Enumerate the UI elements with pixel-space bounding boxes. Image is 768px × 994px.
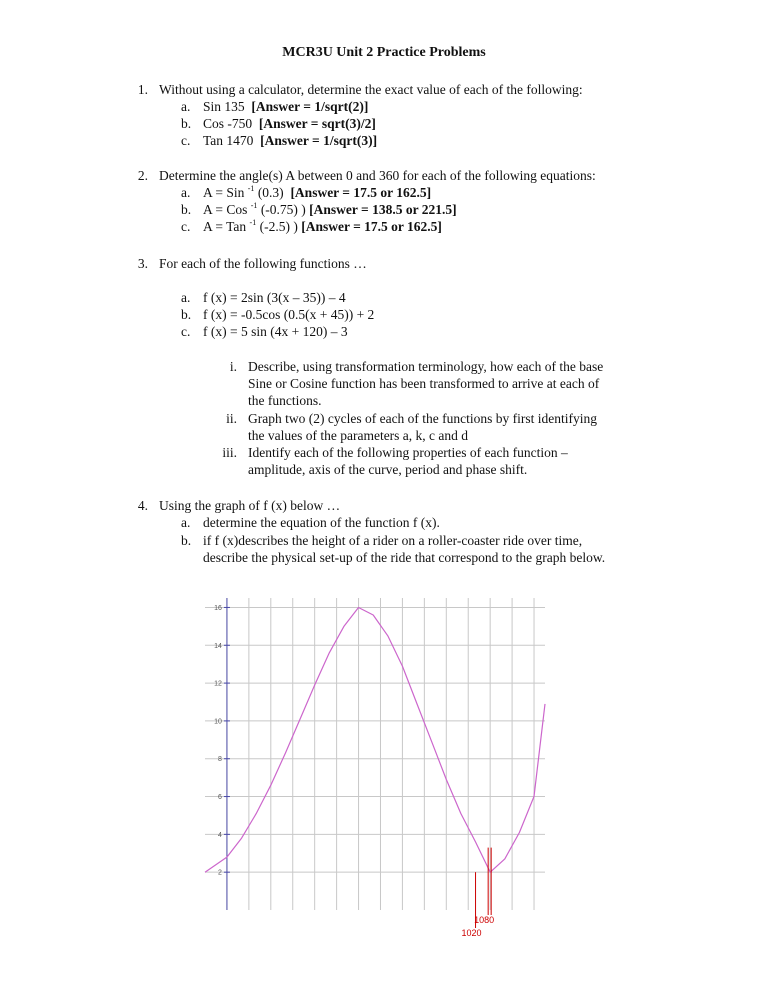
question-4-item: determine the equation of the function f (x). — [203, 515, 440, 530]
y-tick-label: 8 — [218, 756, 222, 764]
question-2-item — [203, 201, 457, 218]
question-3-item-label: c. — [181, 324, 191, 339]
question-3-item: f (x) = -0.5cos (0.5(x + 45)) + 2 — [203, 307, 375, 322]
y-tick-label: 4 — [218, 831, 222, 839]
question-3-item-label: a. — [181, 290, 191, 305]
answer: [Answer = sqrt(3)/2] — [258, 116, 376, 131]
question-1-item-label: a. — [181, 99, 191, 114]
superscript: -1 — [247, 183, 255, 193]
question-2-number: 2. — [137, 168, 148, 183]
y-tick-label: 16 — [214, 604, 222, 612]
question-4-item-label: a. — [181, 515, 191, 530]
answer: [Answer = 17.5 or 162.5] — [301, 219, 442, 234]
y-tick-label: 6 — [218, 794, 222, 802]
question-3-number: 3. — [137, 256, 148, 271]
superscript: -1 — [250, 200, 258, 210]
question-2-item — [203, 218, 442, 235]
task-line: amplitude, axis of the curve, period and phase shift. — [248, 462, 528, 477]
question-3-text: For each of the following functions … — [159, 256, 367, 271]
question-1-text: Without using a calculator, determine the exact value of each of the following: — [159, 82, 583, 97]
item-text: Cos -750 — [203, 116, 253, 131]
question-4-text: Using the graph of f (x) below … — [159, 498, 341, 513]
task-line: Describe, using transformation terminology, how each of the base — [248, 359, 604, 374]
item-text: Tan 1470 — [203, 133, 254, 148]
question-3-item: f (x) = 5 sin (4x + 120) – 3 — [203, 324, 348, 339]
answer: [Answer = 1/sqrt(3)] — [260, 133, 378, 148]
answer: [Answer = 138.5 or 221.5] — [309, 202, 457, 217]
task-line: Graph two (2) cycles of each of the functions by first identifying — [248, 411, 598, 426]
question-4-item: if f (x)describes the height of a rider on a roller-coaster ride over time, — [203, 533, 583, 548]
item-text: (-0.75) ) — [257, 202, 306, 217]
question-2-item-label: a. — [181, 185, 191, 200]
superscript: -1 — [249, 217, 257, 227]
task-label: ii. — [226, 411, 237, 426]
answer: [Answer = 1/sqrt(2)] — [251, 99, 369, 114]
question-3-item: f (x) = 2sin (3(x – 35)) – 4 — [203, 290, 346, 305]
question-2-item — [203, 184, 431, 201]
function-graph — [200, 590, 560, 940]
item-text: (-2.5) ) — [256, 219, 298, 234]
marker-label: 1080 — [474, 915, 495, 925]
question-4-item: describe the physical set-up of the ride that correspond to the graph below. — [203, 550, 606, 565]
task-line: Identify each of the following properties of each function – — [248, 445, 568, 460]
question-1-item — [203, 115, 376, 132]
task-line: the values of the parameters a, k, c and d — [248, 428, 469, 443]
task-line: Sine or Cosine function has been transformed to arrive at each of — [248, 376, 600, 391]
y-tick-label: 2 — [218, 869, 222, 877]
item-text: A = Sin — [203, 185, 245, 200]
question-1-item-label: c. — [181, 133, 191, 148]
question-2-item-label: c. — [181, 219, 191, 234]
task-line: the functions. — [248, 393, 322, 408]
question-3-item-label: b. — [181, 307, 192, 322]
question-1-item — [203, 98, 368, 115]
y-tick-label: 12 — [214, 680, 222, 688]
y-tick-label: 10 — [214, 718, 222, 726]
item-text: A = Cos — [203, 202, 248, 217]
task-label: iii. — [222, 445, 237, 460]
question-4-item-label: b. — [181, 533, 192, 548]
question-1-number: 1. — [137, 82, 148, 97]
item-text: Sin 135 — [203, 99, 245, 114]
question-4-number: 4. — [137, 498, 148, 513]
y-tick-label: 14 — [214, 642, 222, 650]
question-2-item-label: b. — [181, 202, 192, 217]
question-2-text: Determine the angle(s) A between 0 and 360 for each of the following equations: — [159, 168, 596, 183]
item-text: A = Tan — [203, 219, 247, 234]
function-curve — [205, 608, 545, 873]
question-1-item-label: b. — [181, 116, 192, 131]
item-text: (0.3) — [254, 185, 284, 200]
answer: [Answer = 17.5 or 162.5] — [290, 185, 432, 200]
page-title: MCR3U Unit 2 Practice Problems — [282, 45, 486, 60]
marker-label: 1020 — [461, 928, 482, 938]
task-label: i. — [229, 359, 237, 374]
question-1-item — [203, 132, 377, 149]
